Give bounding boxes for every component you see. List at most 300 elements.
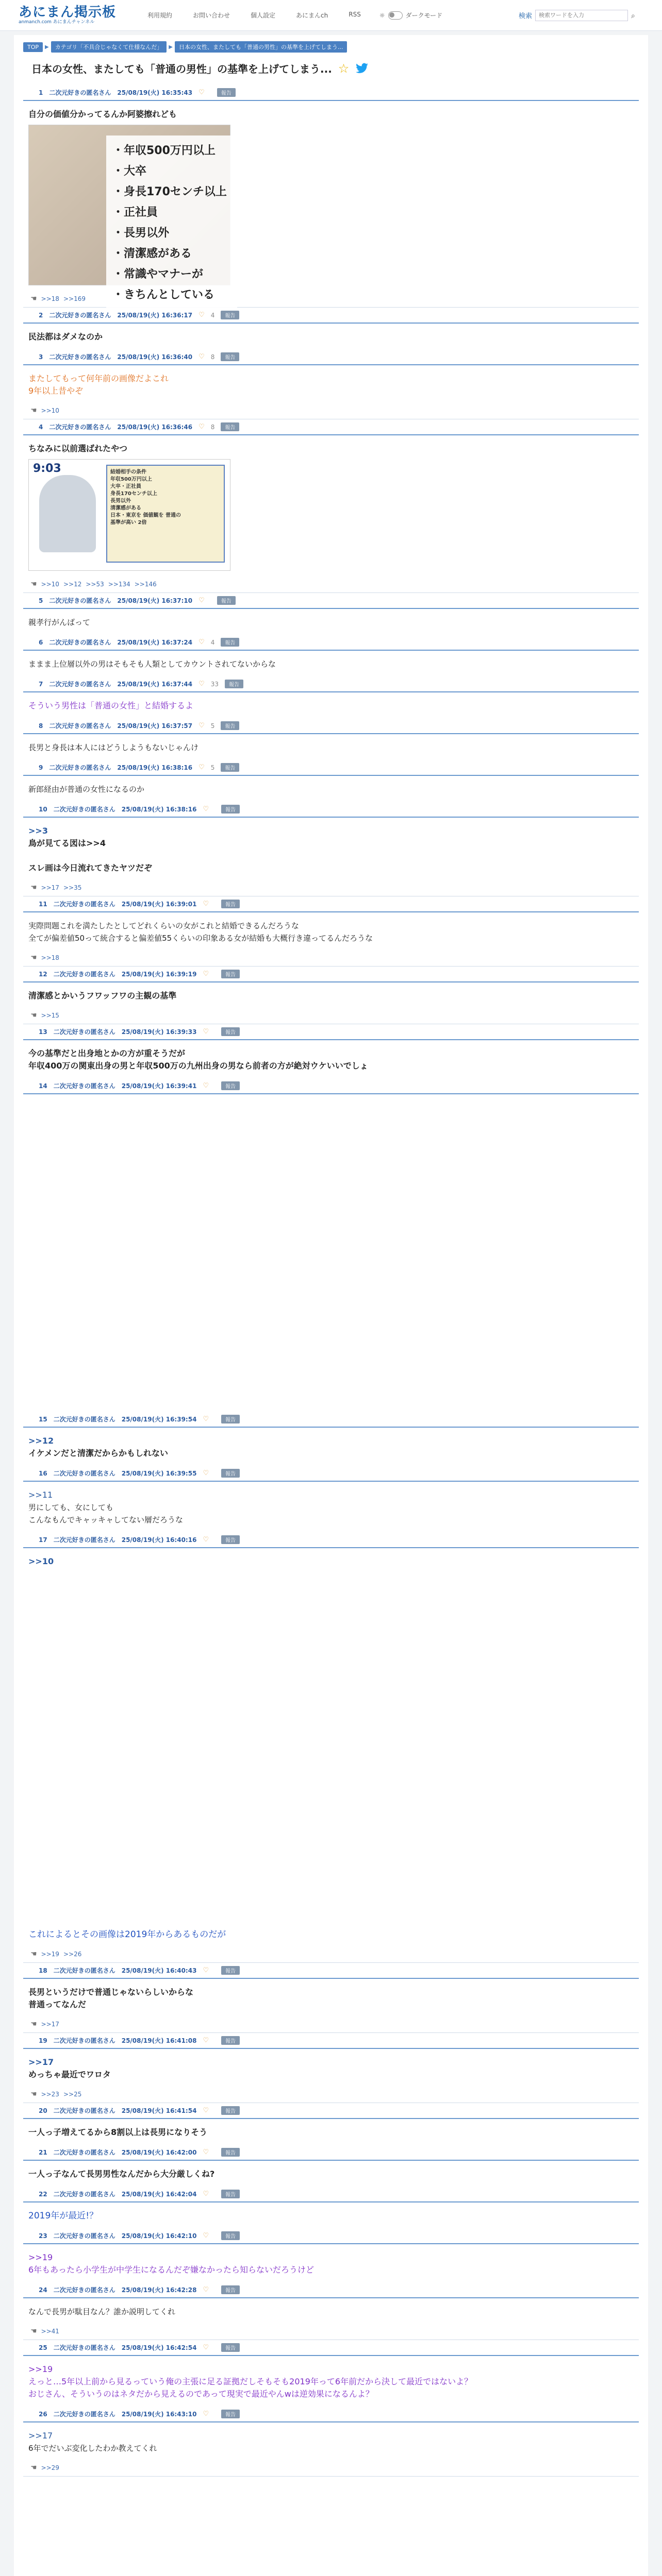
post-author: 二次元好きの匿名さん xyxy=(49,681,111,688)
post-line: 鳥が見てる図は>>4 xyxy=(28,838,106,848)
post-number[interactable]: 13 xyxy=(39,1028,47,1036)
post-line: 普通ってなんだ xyxy=(28,1999,87,2009)
image-line: ・身長170センチ以上 xyxy=(112,185,227,198)
reply-icon: ☚ xyxy=(30,884,37,892)
reply-links xyxy=(23,2461,639,2477)
heart-count: 33 xyxy=(210,680,219,688)
post-header xyxy=(23,804,639,818)
post xyxy=(23,351,639,419)
image-line: 長男以外 xyxy=(110,498,131,504)
post-number[interactable]: 6 xyxy=(39,638,43,646)
post-line: えっと…5年以上前から見るっていう俺の主張に足る証拠だしそもそも2019年って6年前だから決して最近ではないよ？ xyxy=(28,2377,473,2386)
post-number[interactable]: 4 xyxy=(39,423,43,431)
nav-contact[interactable]: お問い合わせ xyxy=(193,12,230,19)
heart-icon[interactable]: ♡ xyxy=(198,597,205,604)
reply-link[interactable]: >>41 xyxy=(41,2328,59,2335)
post xyxy=(23,421,639,593)
post-number[interactable]: 17 xyxy=(39,1536,47,1544)
post-number[interactable]: 8 xyxy=(39,722,43,730)
post-line: ちなみに以前選ばれたやつ xyxy=(28,444,128,453)
post-line: 年収400万の関東出身の男と年収500万の九州出身の男なら前者の方が絶対ウケいいでしょ xyxy=(28,1061,368,1071)
heart-icon[interactable]: ♡ xyxy=(198,353,205,361)
post-line: スレ画は今日流れてきたヤツだぞ xyxy=(28,863,153,873)
post-author: 二次元好きの匿名さん xyxy=(53,1028,115,1036)
post-header xyxy=(23,2342,639,2356)
post-number[interactable]: 12 xyxy=(39,970,47,978)
post-date: 25/08/19(火) 16:39:41 xyxy=(121,1082,197,1090)
main-content xyxy=(14,35,648,2576)
report-button[interactable]: 報告 xyxy=(221,2410,240,2418)
post-author: 二次元好きの匿名さん xyxy=(53,1082,115,1090)
post-number[interactable]: 16 xyxy=(39,1469,47,1477)
heart-icon[interactable]: ♡ xyxy=(203,2410,209,2418)
post-body xyxy=(23,2119,639,2145)
heart-icon[interactable]: ♡ xyxy=(198,89,205,96)
report-button[interactable]: 報告 xyxy=(221,2148,240,2157)
report-button[interactable]: 報告 xyxy=(221,1535,240,1544)
post-line: 新郎経由が普通の女性になるのか xyxy=(28,785,145,794)
post-header xyxy=(23,2230,639,2244)
heart-count: 8 xyxy=(210,423,215,431)
logo-text: あにまん掲示板 xyxy=(19,5,117,20)
post-date: 25/08/19(火) 16:42:00 xyxy=(121,2149,197,2156)
heart-count: 5 xyxy=(210,722,215,730)
favorite-star-icon[interactable]: ☆ xyxy=(338,61,350,76)
post-author: 二次元好きの匿名さん xyxy=(53,971,115,978)
post-line: 男にしても、女にしても xyxy=(28,1503,114,1512)
post-date: 25/08/19(火) 16:39:54 xyxy=(121,1416,197,1423)
post-author: 二次元好きの匿名さん xyxy=(49,89,111,96)
heart-icon[interactable]: ♡ xyxy=(203,2286,209,2294)
post-line: >>17 xyxy=(28,2057,54,2067)
post-date: 25/08/19(火) 16:36:17 xyxy=(117,312,193,319)
reply-link[interactable]: >>53 xyxy=(86,581,104,588)
post-header xyxy=(23,1026,639,1040)
reply-link[interactable]: >>19 xyxy=(41,1951,59,1958)
post-header xyxy=(23,1534,639,1548)
post-body xyxy=(23,1979,639,2017)
post-header xyxy=(23,351,639,365)
post-header xyxy=(23,595,639,609)
post-line: これによるとその画像は2019年からあるものだが xyxy=(28,1929,226,1940)
post-line xyxy=(28,850,639,862)
reply-link[interactable]: >>12 xyxy=(63,581,82,588)
report-button[interactable]: 報告 xyxy=(217,88,236,97)
post-number[interactable]: 22 xyxy=(39,2190,47,2198)
post-author: 二次元好きの匿名さん xyxy=(53,806,115,813)
image-line: ・年収500万円以上 xyxy=(112,144,216,157)
reply-link[interactable]: >>26 xyxy=(63,1951,82,1958)
image-line: ・正社員 xyxy=(112,206,158,219)
heart-icon[interactable]: ♡ xyxy=(203,2037,209,2044)
post-line: イケメンだと清潔だからかもしれない xyxy=(28,1448,169,1458)
heart-icon[interactable]: ♡ xyxy=(198,423,205,431)
post-line: なんで長男が駄目なん？誰か説明してくれ xyxy=(28,2307,176,2316)
post xyxy=(23,1414,639,1466)
heart-icon[interactable]: ♡ xyxy=(198,722,205,730)
thread-title-row xyxy=(23,56,639,87)
breadcrumb xyxy=(23,35,639,56)
post-body xyxy=(23,2244,639,2282)
post-author: 二次元好きの匿名さん xyxy=(53,1967,115,1974)
logo-subtext: anmanch.com あにまんチャンネル xyxy=(19,20,95,25)
post xyxy=(23,2409,639,2477)
reply-icon: ☚ xyxy=(30,2020,37,2028)
report-button[interactable]: 報告 xyxy=(221,1027,240,1036)
heart-icon[interactable]: ♡ xyxy=(203,970,209,978)
post-line: 2019年が最近!？ xyxy=(28,2211,98,2221)
post-header xyxy=(23,310,639,324)
post xyxy=(23,595,639,635)
post-number[interactable]: 10 xyxy=(39,805,47,813)
post-line: >>10 xyxy=(28,1556,54,1566)
reply-link[interactable]: >>17 xyxy=(41,884,59,891)
image-line: 身長170センチ以上 xyxy=(110,491,157,497)
post-line: 長男と身長は本人にはどうしようもないじゃんけ xyxy=(28,743,199,752)
post-line: 民法都はダメなのか xyxy=(28,332,103,342)
dark-mode-toggle-wrap xyxy=(379,11,442,20)
post-date: 25/08/19(火) 16:38:16 xyxy=(121,806,197,813)
image-line: 結婚相手の条件 xyxy=(110,469,146,475)
heart-icon[interactable]: ♡ xyxy=(203,1415,209,1423)
reply-icon: ☚ xyxy=(30,2464,37,2472)
reply-links xyxy=(23,1008,639,1024)
post-body xyxy=(23,1548,639,1947)
post-body xyxy=(23,2049,639,2087)
nav-terms[interactable]: 利用規約 xyxy=(147,12,173,19)
sun-icon: ☼ xyxy=(379,11,385,19)
post xyxy=(23,310,639,349)
post-image[interactable] xyxy=(28,459,230,571)
image-time: 9:03 xyxy=(33,462,61,475)
heart-icon[interactable]: ♡ xyxy=(203,2148,209,2156)
image-line: 清潔感がある xyxy=(110,505,141,511)
post xyxy=(23,679,639,718)
post xyxy=(23,2147,639,2187)
report-button[interactable]: 報告 xyxy=(221,311,239,319)
reply-icon: ☚ xyxy=(30,954,37,962)
post-line: おじさん、そういうのはネタだから見えるのであって現実で最近やんwは逆効果になるんよ？ xyxy=(28,2389,374,2399)
post-header xyxy=(23,969,639,982)
post-author: 二次元好きの匿名さん xyxy=(53,2107,115,2114)
heart-icon[interactable]: ♡ xyxy=(203,2344,209,2351)
nav-anmanch[interactable]: あにまんch xyxy=(296,12,328,19)
heart-icon[interactable]: ♡ xyxy=(203,2232,209,2240)
post-line: >>11 xyxy=(28,1490,53,1500)
heart-icon[interactable]: ♡ xyxy=(203,1536,209,1544)
post-body xyxy=(23,776,639,802)
heart-icon[interactable]: ♡ xyxy=(203,1028,209,1036)
post-body xyxy=(23,912,639,951)
post-author: 二次元好きの匿名さん xyxy=(53,2411,115,2418)
post xyxy=(23,2105,639,2145)
post-number[interactable]: 25 xyxy=(39,2344,47,2351)
post-header xyxy=(23,762,639,776)
post-author: 二次元好きの匿名さん xyxy=(53,2149,115,2156)
post-author: 二次元好きの匿名さん xyxy=(49,312,111,319)
post-header xyxy=(23,87,639,101)
post-line: >>12 xyxy=(28,1436,54,1446)
post-date: 25/08/19(火) 16:41:54 xyxy=(121,2107,197,2114)
heart-icon[interactable]: ♡ xyxy=(203,900,209,908)
post-author: 二次元好きの匿名さん xyxy=(53,1470,115,1477)
post-line: 一人っ子なんて長男男性なんだから大分厳しくね? xyxy=(28,2169,215,2179)
post-header xyxy=(23,2284,639,2298)
report-button[interactable]: 報告 xyxy=(221,2036,240,2045)
post-body xyxy=(23,2161,639,2187)
nav-rss[interactable]: RSS xyxy=(349,11,361,18)
post-line: >>3 xyxy=(28,826,48,836)
post-line: めっちゃ最近でワロタ xyxy=(28,2070,111,2079)
post xyxy=(23,637,639,676)
report-button[interactable]: 報告 xyxy=(221,1415,240,1423)
post-date: 25/08/19(火) 16:42:54 xyxy=(121,2344,197,2351)
post-date: 25/08/19(火) 16:37:44 xyxy=(117,681,193,688)
post-date: 25/08/19(火) 16:37:57 xyxy=(117,722,193,730)
post-line: 親孝行がんばって xyxy=(28,618,91,627)
reply-link[interactable]: >>23 xyxy=(41,2091,59,2098)
report-button[interactable]: 報告 xyxy=(221,1469,240,1478)
page-title: 日本の女性、またしても「普通の男性」の基準を上げてしまう... xyxy=(31,63,332,75)
post-number[interactable]: 20 xyxy=(39,2107,47,2114)
post-body xyxy=(23,818,639,880)
reply-link[interactable]: >>15 xyxy=(41,1012,59,1019)
reply-icon: ☚ xyxy=(30,1011,37,1020)
post-body xyxy=(23,692,639,718)
post-date: 25/08/19(火) 16:43:10 xyxy=(121,2411,197,2418)
post-author: 二次元好きの匿名さん xyxy=(53,2037,115,2044)
post-date: 25/08/19(火) 16:36:40 xyxy=(117,353,193,361)
reply-links xyxy=(23,951,639,967)
post-date: 25/08/19(火) 16:39:01 xyxy=(121,901,197,908)
reply-link[interactable]: >>29 xyxy=(41,2464,59,2471)
reply-icon: ☚ xyxy=(30,2090,37,2098)
heart-icon[interactable]: ♡ xyxy=(203,1967,209,1974)
reply-link[interactable]: >>146 xyxy=(134,581,157,588)
post-line: 長男というだけで普通じゃないらしいからな xyxy=(28,1987,194,1997)
report-button[interactable]: 報告 xyxy=(221,763,239,772)
reply-icon: ☚ xyxy=(30,406,37,415)
heart-count: 4 xyxy=(210,638,215,646)
post-line: ままま上位層以外の男はそもそも人類としてカウントされてないからな xyxy=(28,659,276,669)
heart-icon[interactable]: ♡ xyxy=(203,2190,209,2198)
post-header xyxy=(23,2105,639,2119)
post xyxy=(23,1965,639,2033)
post-header xyxy=(23,2147,639,2161)
post-number[interactable]: 21 xyxy=(39,2148,47,2156)
heart-icon[interactable]: ♡ xyxy=(198,680,205,688)
heart-icon[interactable]: ♡ xyxy=(198,764,205,771)
post-header xyxy=(23,421,639,435)
post-number[interactable]: 2 xyxy=(39,311,43,319)
reply-link[interactable]: >>17 xyxy=(41,2021,59,2028)
post xyxy=(23,2035,639,2103)
image-line: ・きちんとしている xyxy=(112,289,215,301)
post-header xyxy=(23,2189,639,2202)
post-date: 25/08/19(火) 16:35:43 xyxy=(117,89,193,96)
post-body xyxy=(23,2298,639,2324)
report-button[interactable]: 報告 xyxy=(221,2285,240,2294)
post-number[interactable]: 23 xyxy=(39,2232,47,2240)
heart-count: 8 xyxy=(210,353,215,361)
post xyxy=(23,1534,639,1963)
reply-link[interactable]: >>10 xyxy=(41,581,59,588)
post-body xyxy=(23,1094,639,1412)
reply-links xyxy=(23,2324,639,2340)
search-icon[interactable]: ⌕ xyxy=(631,11,635,20)
post-header xyxy=(23,1414,639,1428)
post xyxy=(23,1080,639,1412)
reply-link[interactable]: >>35 xyxy=(63,884,82,891)
report-button[interactable]: 報告 xyxy=(221,805,240,814)
post xyxy=(23,2284,639,2340)
nav-settings[interactable]: 個人設定 xyxy=(251,12,276,19)
post-body xyxy=(23,651,639,676)
reply-icon: ☚ xyxy=(30,580,37,588)
post-number[interactable]: 1 xyxy=(39,89,43,96)
report-button[interactable]: 報告 xyxy=(221,422,239,431)
post-author: 二次元好きの匿名さん xyxy=(53,1416,115,1423)
post xyxy=(23,1468,639,1532)
report-button[interactable]: 報告 xyxy=(221,2231,240,2240)
post-author: 二次元好きの匿名さん xyxy=(49,639,111,646)
image-line: ・清潔感がある xyxy=(112,247,192,260)
twitter-share-icon[interactable] xyxy=(355,63,369,74)
image-line: 年収500万円以上 xyxy=(110,477,152,482)
heart-icon[interactable]: ♡ xyxy=(203,1082,209,1090)
report-button[interactable]: 報告 xyxy=(221,352,239,361)
post xyxy=(23,87,639,308)
post-author: 二次元好きの匿名さん xyxy=(53,2286,115,2294)
image-line: ・常識やマナーが xyxy=(112,268,204,281)
site-logo[interactable] xyxy=(19,5,122,25)
report-button[interactable]: 報告 xyxy=(221,1081,240,1090)
post xyxy=(23,899,639,967)
reply-link[interactable]: >>25 xyxy=(63,2091,82,2098)
report-button[interactable]: 報告 xyxy=(221,2343,240,2352)
breadcrumb-thread[interactable]: 日本の女性、またしても「普通の男性」の基準を上げてしまう... xyxy=(175,41,347,53)
reply-links xyxy=(23,880,639,896)
search-input[interactable] xyxy=(535,10,628,21)
report-button[interactable]: 報告 xyxy=(225,680,243,688)
heart-icon[interactable]: ♡ xyxy=(203,2107,209,2114)
post xyxy=(23,2189,639,2228)
post-body xyxy=(23,734,639,760)
breadcrumb-category[interactable]: カテゴリ「不具合じゃなくて仕様なんだ」 xyxy=(51,41,167,53)
post-number[interactable]: 26 xyxy=(39,2410,47,2418)
reply-link[interactable]: >>18 xyxy=(41,295,59,302)
image-panel xyxy=(106,465,225,563)
post-line: 実際問題これを満たしたとしてどれくらいの女がこれと結婚できるんだろうな xyxy=(28,921,300,930)
post-body xyxy=(23,2422,639,2461)
post xyxy=(23,762,639,802)
post-header xyxy=(23,1468,639,1482)
reply-link[interactable]: >>18 xyxy=(41,954,59,961)
breadcrumb-top[interactable]: TOP xyxy=(23,42,43,52)
post-number[interactable]: 7 xyxy=(39,680,43,688)
post-number[interactable]: 3 xyxy=(39,353,43,361)
chevron-right-icon: ▶ xyxy=(169,44,173,50)
post xyxy=(23,720,639,760)
post-number[interactable]: 19 xyxy=(39,2037,47,2044)
post-line: 全てが偏差値50って統合すると偏差値55くらいの印象ある女が結婚も大概行き違ってるんだろうな xyxy=(28,934,373,943)
post-body xyxy=(23,2356,639,2406)
heart-icon[interactable]: ♡ xyxy=(198,311,205,319)
report-button[interactable]: 報告 xyxy=(221,2190,240,2198)
post-number[interactable]: 15 xyxy=(39,1415,47,1423)
post-header xyxy=(23,720,639,734)
post-list xyxy=(23,87,639,2477)
image-line: ・大卒 xyxy=(112,165,147,178)
report-button[interactable]: 報告 xyxy=(221,721,239,730)
post-header xyxy=(23,2035,639,2049)
reply-link[interactable]: >>169 xyxy=(63,295,86,302)
post-date: 25/08/19(火) 16:42:28 xyxy=(121,2286,197,2294)
post-number[interactable]: 18 xyxy=(39,1967,47,1974)
post xyxy=(23,2342,639,2406)
post-author: 二次元好きの匿名さん xyxy=(49,423,111,431)
report-button[interactable]: 報告 xyxy=(221,900,240,908)
post-header xyxy=(23,679,639,692)
reply-links xyxy=(23,1947,639,1963)
report-button[interactable]: 報告 xyxy=(221,970,240,978)
report-button[interactable]: 報告 xyxy=(217,596,236,605)
post-line: こんなもんでキャッキャしてない層だろうな xyxy=(28,1515,184,1524)
post-body xyxy=(23,1428,639,1466)
image-person xyxy=(39,475,96,552)
post-date: 25/08/19(火) 16:37:10 xyxy=(117,597,193,604)
reply-link[interactable]: >>10 xyxy=(41,407,59,414)
post-line: 自分の価値分かってるんか阿婆擦れども xyxy=(28,109,177,119)
post-body xyxy=(23,435,639,577)
post-number[interactable]: 11 xyxy=(39,900,47,908)
post-line: >>17 xyxy=(28,2431,53,2441)
post-date: 25/08/19(火) 16:42:04 xyxy=(121,2191,197,2198)
report-button[interactable]: 報告 xyxy=(221,638,239,647)
post-line: 一人っ子増えてるから8割以上は長男になりそう xyxy=(28,2127,208,2137)
post-spacer xyxy=(28,1568,639,1928)
heart-icon[interactable]: ♡ xyxy=(198,638,205,646)
post xyxy=(23,1026,639,1078)
heart-icon[interactable]: ♡ xyxy=(203,805,209,813)
post-date: 25/08/19(火) 16:41:08 xyxy=(121,2037,197,2044)
reply-links xyxy=(23,2017,639,2033)
post-number[interactable]: 5 xyxy=(39,597,43,604)
reply-link[interactable]: >>134 xyxy=(108,581,130,588)
post-number[interactable]: 14 xyxy=(39,1082,47,1090)
report-button[interactable]: 報告 xyxy=(221,1966,240,1975)
post-line: 9年以上昔やぞ xyxy=(28,386,84,396)
post-date: 25/08/19(火) 16:39:19 xyxy=(121,971,197,978)
post-author: 二次元好きの匿名さん xyxy=(49,353,111,361)
post-author: 二次元好きの匿名さん xyxy=(53,2191,115,2198)
post-body xyxy=(23,609,639,635)
post-header xyxy=(23,1965,639,1979)
post xyxy=(23,2230,639,2282)
post-date: 25/08/19(火) 16:37:24 xyxy=(117,639,193,646)
heart-icon[interactable]: ♡ xyxy=(203,1469,209,1477)
post-line: 6年もあったら小学生が中学生になるんだぞ嫌なかったら知らないだろうけど xyxy=(28,2265,315,2275)
report-button[interactable]: 報告 xyxy=(221,2106,240,2115)
post-number[interactable]: 24 xyxy=(39,2286,47,2294)
post-line: 清潔感とかいうフワッフワの主観の基準 xyxy=(28,991,177,1001)
post-date: 25/08/19(火) 16:40:16 xyxy=(121,1536,197,1544)
post-number[interactable]: 9 xyxy=(39,764,43,771)
post-line: 6年でだいぶ変化したわか教えてくれ xyxy=(28,2444,157,2453)
image-overlay-text xyxy=(106,135,237,311)
dark-mode-toggle[interactable] xyxy=(388,11,403,20)
top-bar xyxy=(0,0,662,31)
